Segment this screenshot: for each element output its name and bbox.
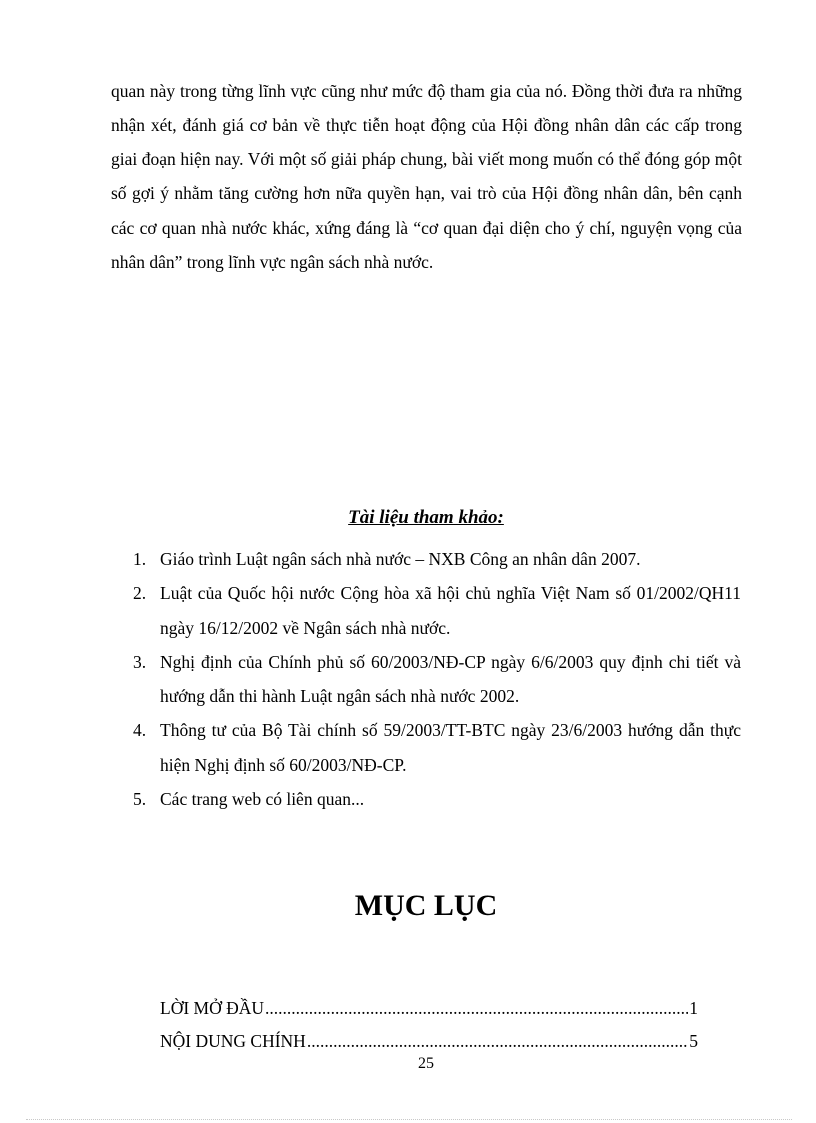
reference-text: Các trang web có liên quan... xyxy=(160,789,365,810)
toc-leader-dots xyxy=(265,991,688,1025)
toc-entry-page: 5 xyxy=(689,1031,698,1051)
references-list xyxy=(0,542,816,816)
page-number: 25 xyxy=(418,1055,434,1072)
toc-leader-dots xyxy=(307,1024,688,1058)
reference-item xyxy=(0,645,816,714)
reference-number: 4. xyxy=(133,720,147,741)
reference-text: Thông tư của Bộ Tài chính số 59/2003/TT-BTC ngày 23/6/2003 hướng dẫn thực hiện Nghị định số 60/2003/NĐ-CP. xyxy=(160,720,741,775)
page-bottom-border xyxy=(26,1119,792,1120)
reference-text: Nghị định của Chính phủ số 60/2003/NĐ-CP ngày 6/6/2003 quy định chi tiết và hướng dẫn thi hành Luật ngân sách nhà nước 2002. xyxy=(160,651,741,707)
reference-item xyxy=(0,576,816,645)
reference-text: Giáo trình Luật ngân sách nhà nước – NXB Công an nhân dân 2007. xyxy=(160,549,641,569)
reference-number: 5. xyxy=(133,789,147,810)
toc-entry-label: NỘI DUNG CHÍNH xyxy=(160,1031,306,1051)
toc-entry[interactable] xyxy=(160,1024,698,1058)
toc-entry[interactable] xyxy=(160,991,698,1025)
toc-entry-label: LỜI MỞ ĐẦU xyxy=(160,998,265,1018)
references-title: Tài liệu tham khảo: xyxy=(348,507,504,528)
reference-number: 2. xyxy=(133,583,147,604)
reference-number: 3. xyxy=(133,651,147,672)
reference-item xyxy=(0,713,816,782)
toc-entry-page: 1 xyxy=(689,998,698,1018)
toc-title: MỤC LỤC xyxy=(354,889,498,922)
reference-item xyxy=(0,782,816,816)
intro-paragraph: quan này trong từng lĩnh vực cũng như mức độ tham gia của nó. Đồng thời đưa ra những nhận xét, đánh giá cơ bản về thực tiễn hoạt động của Hội đồng nhân dân các cấp trong giai đoạn hiện nay. Với một số giải pháp chung, bài viết mong muốn có thể đóng góp một số gợi ý nhằm tăng cường hơn nữa quyền hạn, vai trò của Hội đồng nhân dân, bên cạnh các cơ quan nhà nước khác, xứng đáng là “cơ quan đại diện cho ý chí, nguyện vọng của nhân dân” trong lĩnh vực ngân sách nhà nước. xyxy=(111,80,742,272)
reference-number: 1. xyxy=(133,549,147,569)
reference-item xyxy=(0,542,816,576)
reference-text: Luật của Quốc hội nước Cộng hòa xã hội chủ nghĩa Việt Nam số 01/2002/QH11 ngày 16/12/2002 về Ngân sách nhà nước. xyxy=(160,583,741,638)
